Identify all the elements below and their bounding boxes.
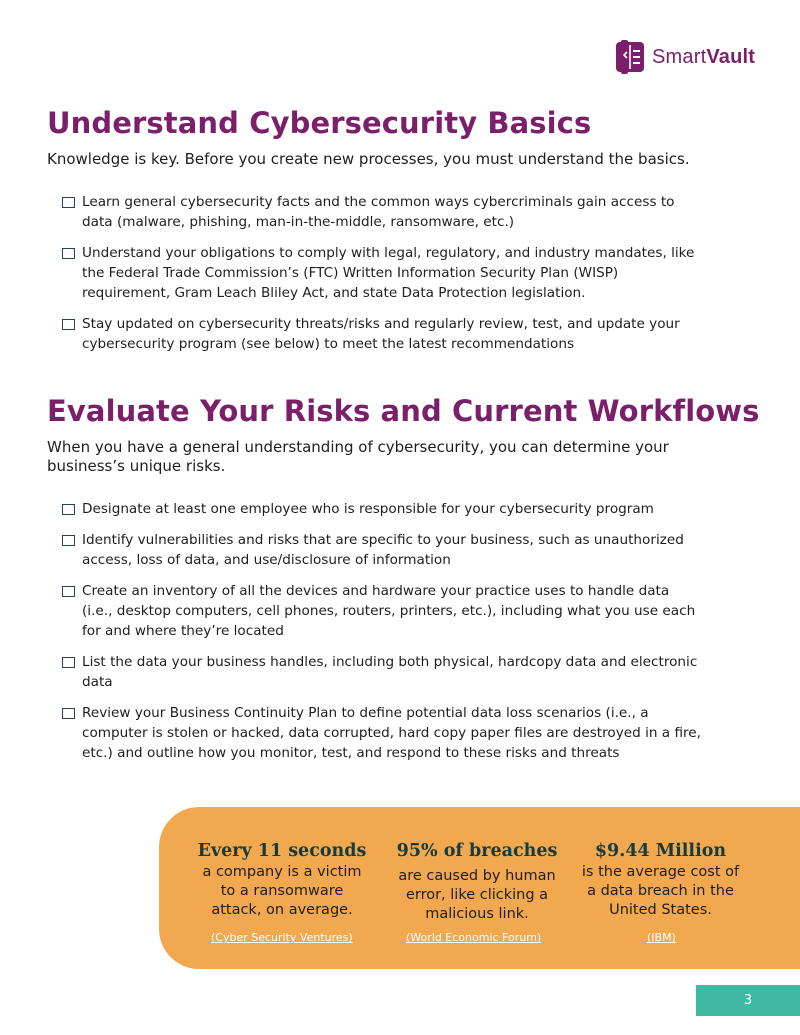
checkbox-icon — [62, 708, 75, 719]
list-item: Stay updated on cybersecurity threats/risks and regularly review, test, and update your cybersecurity program (see below) to meet the latest recommendations — [62, 314, 702, 354]
section-intro-basics: Knowledge is key. Before you create new processes, you must understand the basics. — [47, 150, 690, 168]
checkbox-icon — [62, 535, 75, 546]
smartvault-logo — [614, 40, 755, 74]
stat-breach-cost — [579, 841, 742, 920]
checkbox-icon — [62, 504, 75, 515]
stat-human-error — [392, 841, 562, 924]
stats-banner — [159, 807, 800, 969]
list-item: Understand your obligations to comply with legal, regulatory, and industry mandates, like the Federal Trade Commission’s (FTC) Written Information Security Plan (WISP) requirement, Gram Leach Bliley Act, and state Data Protection legislation. — [62, 243, 702, 303]
list-item: Review your Business Continuity Plan to define potential data loss scenarios (i.e., a computer is stolen or hacked, data corrupted, hard copy paper files are destroyed in a fire, etc.) and outline how you monitor, test, and respond to these risks and threats — [62, 703, 702, 763]
stat-ransomware — [197, 841, 367, 920]
checklist-basics — [62, 192, 702, 365]
list-item: Create an inventory of all the devices and hardware your practice uses to handle data (i.e., desktop computers, cell phones, routers, printers, etc.), including what you use each for and where they’re located — [62, 581, 702, 641]
source-link-world-economic-forum[interactable]: (World Economic Forum) — [406, 931, 542, 944]
page-number: 3 — [696, 985, 800, 1016]
section-title-basics: Understand Cybersecurity Basics — [47, 106, 592, 140]
logo-wordmark: SmartVault — [652, 45, 756, 68]
section-title-risks: Evaluate Your Risks and Current Workflows — [47, 394, 760, 428]
checkbox-icon — [62, 657, 75, 668]
checkbox-icon — [62, 586, 75, 597]
list-item: Designate at least one employee who is responsible for your cybersecurity program — [62, 499, 702, 519]
list-item: Learn general cybersecurity facts and the common ways cybercriminals gain access to data (malware, phishing, man-in-the-middle, ransomware, etc.) — [62, 192, 702, 232]
stat-text: a company is a victim to a ransomware attack, on average. — [202, 864, 362, 918]
source-link-ibm[interactable]: (IBM) — [647, 931, 676, 944]
stat-text: is the average cost of a data breach in the United States. — [581, 864, 740, 918]
stat-headline: 95% of breaches — [396, 841, 558, 861]
stat-headline: Every 11 seconds — [197, 841, 367, 861]
source-link-cyber-security-ventures[interactable]: (Cyber Security Ventures) — [211, 931, 353, 944]
checkbox-icon — [62, 248, 75, 259]
checkbox-icon — [62, 197, 75, 208]
checkbox-icon — [62, 319, 75, 330]
checklist-risks — [62, 499, 702, 774]
list-item: Identify vulnerabilities and risks that are specific to your business, such as unauthorized access, loss of data, and use/disclosure of information — [62, 530, 702, 570]
section-intro-risks: When you have a general understanding of cybersecurity, you can determine your business’s unique risks. — [47, 438, 669, 475]
stat-headline: $9.44 Million — [594, 841, 727, 861]
stat-text: are caused by human error, like clicking a malicious link. — [398, 868, 556, 922]
smartvault-logo-icon — [614, 40, 646, 74]
list-item: List the data your business handles, including both physical, hardcopy data and electronic data — [62, 652, 702, 692]
